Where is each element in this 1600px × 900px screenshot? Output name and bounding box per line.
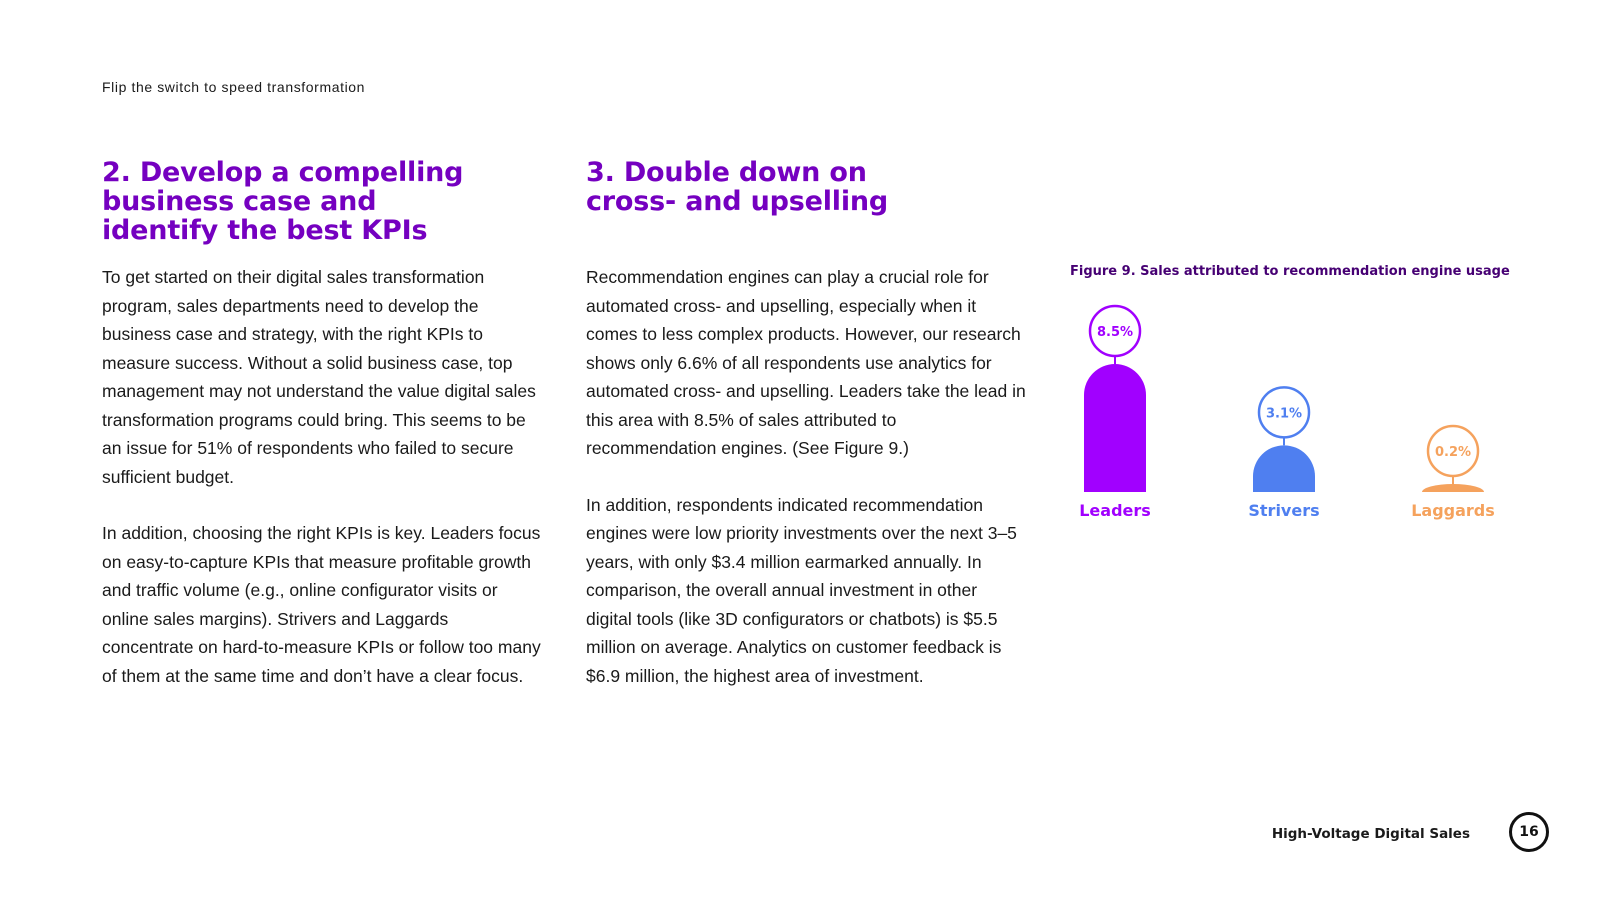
section-3-paragraph-2: In addition, respondents indicated recommendation engines were low priority investments over the next 3–5 years, with only $3.4 million earmarked annually. In comparison, the overall annual investment in other digital tools (like 3D configurators or chatbots) is $5.5 million on average. Analytics on customer feedback is $6.9 million, the highest area of investment. (586, 494, 1017, 686)
section-2-paragraph-2: In addition, choosing the right KPIs is key. Leaders focus on easy-to-capture KPIs that measure profitable growth and traffic volume (e.g., online configurator visits or online sales margins). Strivers and Laggards concentrate on hard-to-measure KPIs or follow too many of them at the same time and don’t have a clear focus. (102, 523, 541, 686)
bar-laggards (1422, 484, 1484, 492)
section-upselling (586, 158, 1026, 690)
section-3-heading: 3. Double down on cross- and upselling (586, 157, 889, 217)
data-label-strivers: 3.1% (1265, 406, 1303, 422)
data-label-laggards: 0.2% (1434, 445, 1472, 460)
recommendation-engine-chart (1060, 300, 1520, 530)
page-number: 16 (1509, 812, 1549, 852)
section-kpis (102, 158, 542, 690)
data-label-leaders: 8.5% (1096, 325, 1134, 340)
category-label-leaders: Leaders (1079, 501, 1151, 520)
section-3-paragraph-1: Recommendation engines can play a crucial role for automated cross- and upselling, especially when it comes to less complex products. However, our research shows only 6.6% of all respondents use analytics for automated cross- and upselling. Leaders take the lead in this area with 8.5% of sales attributed to recommendation engines. (See Figure 9.) (586, 267, 1026, 458)
category-label-strivers: Strivers (1248, 501, 1320, 520)
category-label-laggards: Laggards (1411, 501, 1495, 520)
figure-title: Figure 9. Sales attributed to recommendation engine usage (1070, 264, 1510, 279)
running-header: Flip the switch to speed transformation (102, 79, 366, 95)
section-2-heading: 2. Develop a compelling business case and identify the best KPIs (102, 157, 464, 246)
section-2-paragraph-1: To get started on their digital sales transformation program, sales departments need to develop the business case and strategy, with the right KPIs to measure success. Without a solid business case, top management may not understand the value digital sales transformation programs could bring. This seems to be an issue for 51% of respondents who failed to secure sufficient budget. (102, 267, 536, 487)
bar-leaders (1084, 364, 1146, 492)
bar-strivers (1253, 445, 1315, 492)
footer-doc-title: High-Voltage Digital Sales (1271, 826, 1470, 842)
